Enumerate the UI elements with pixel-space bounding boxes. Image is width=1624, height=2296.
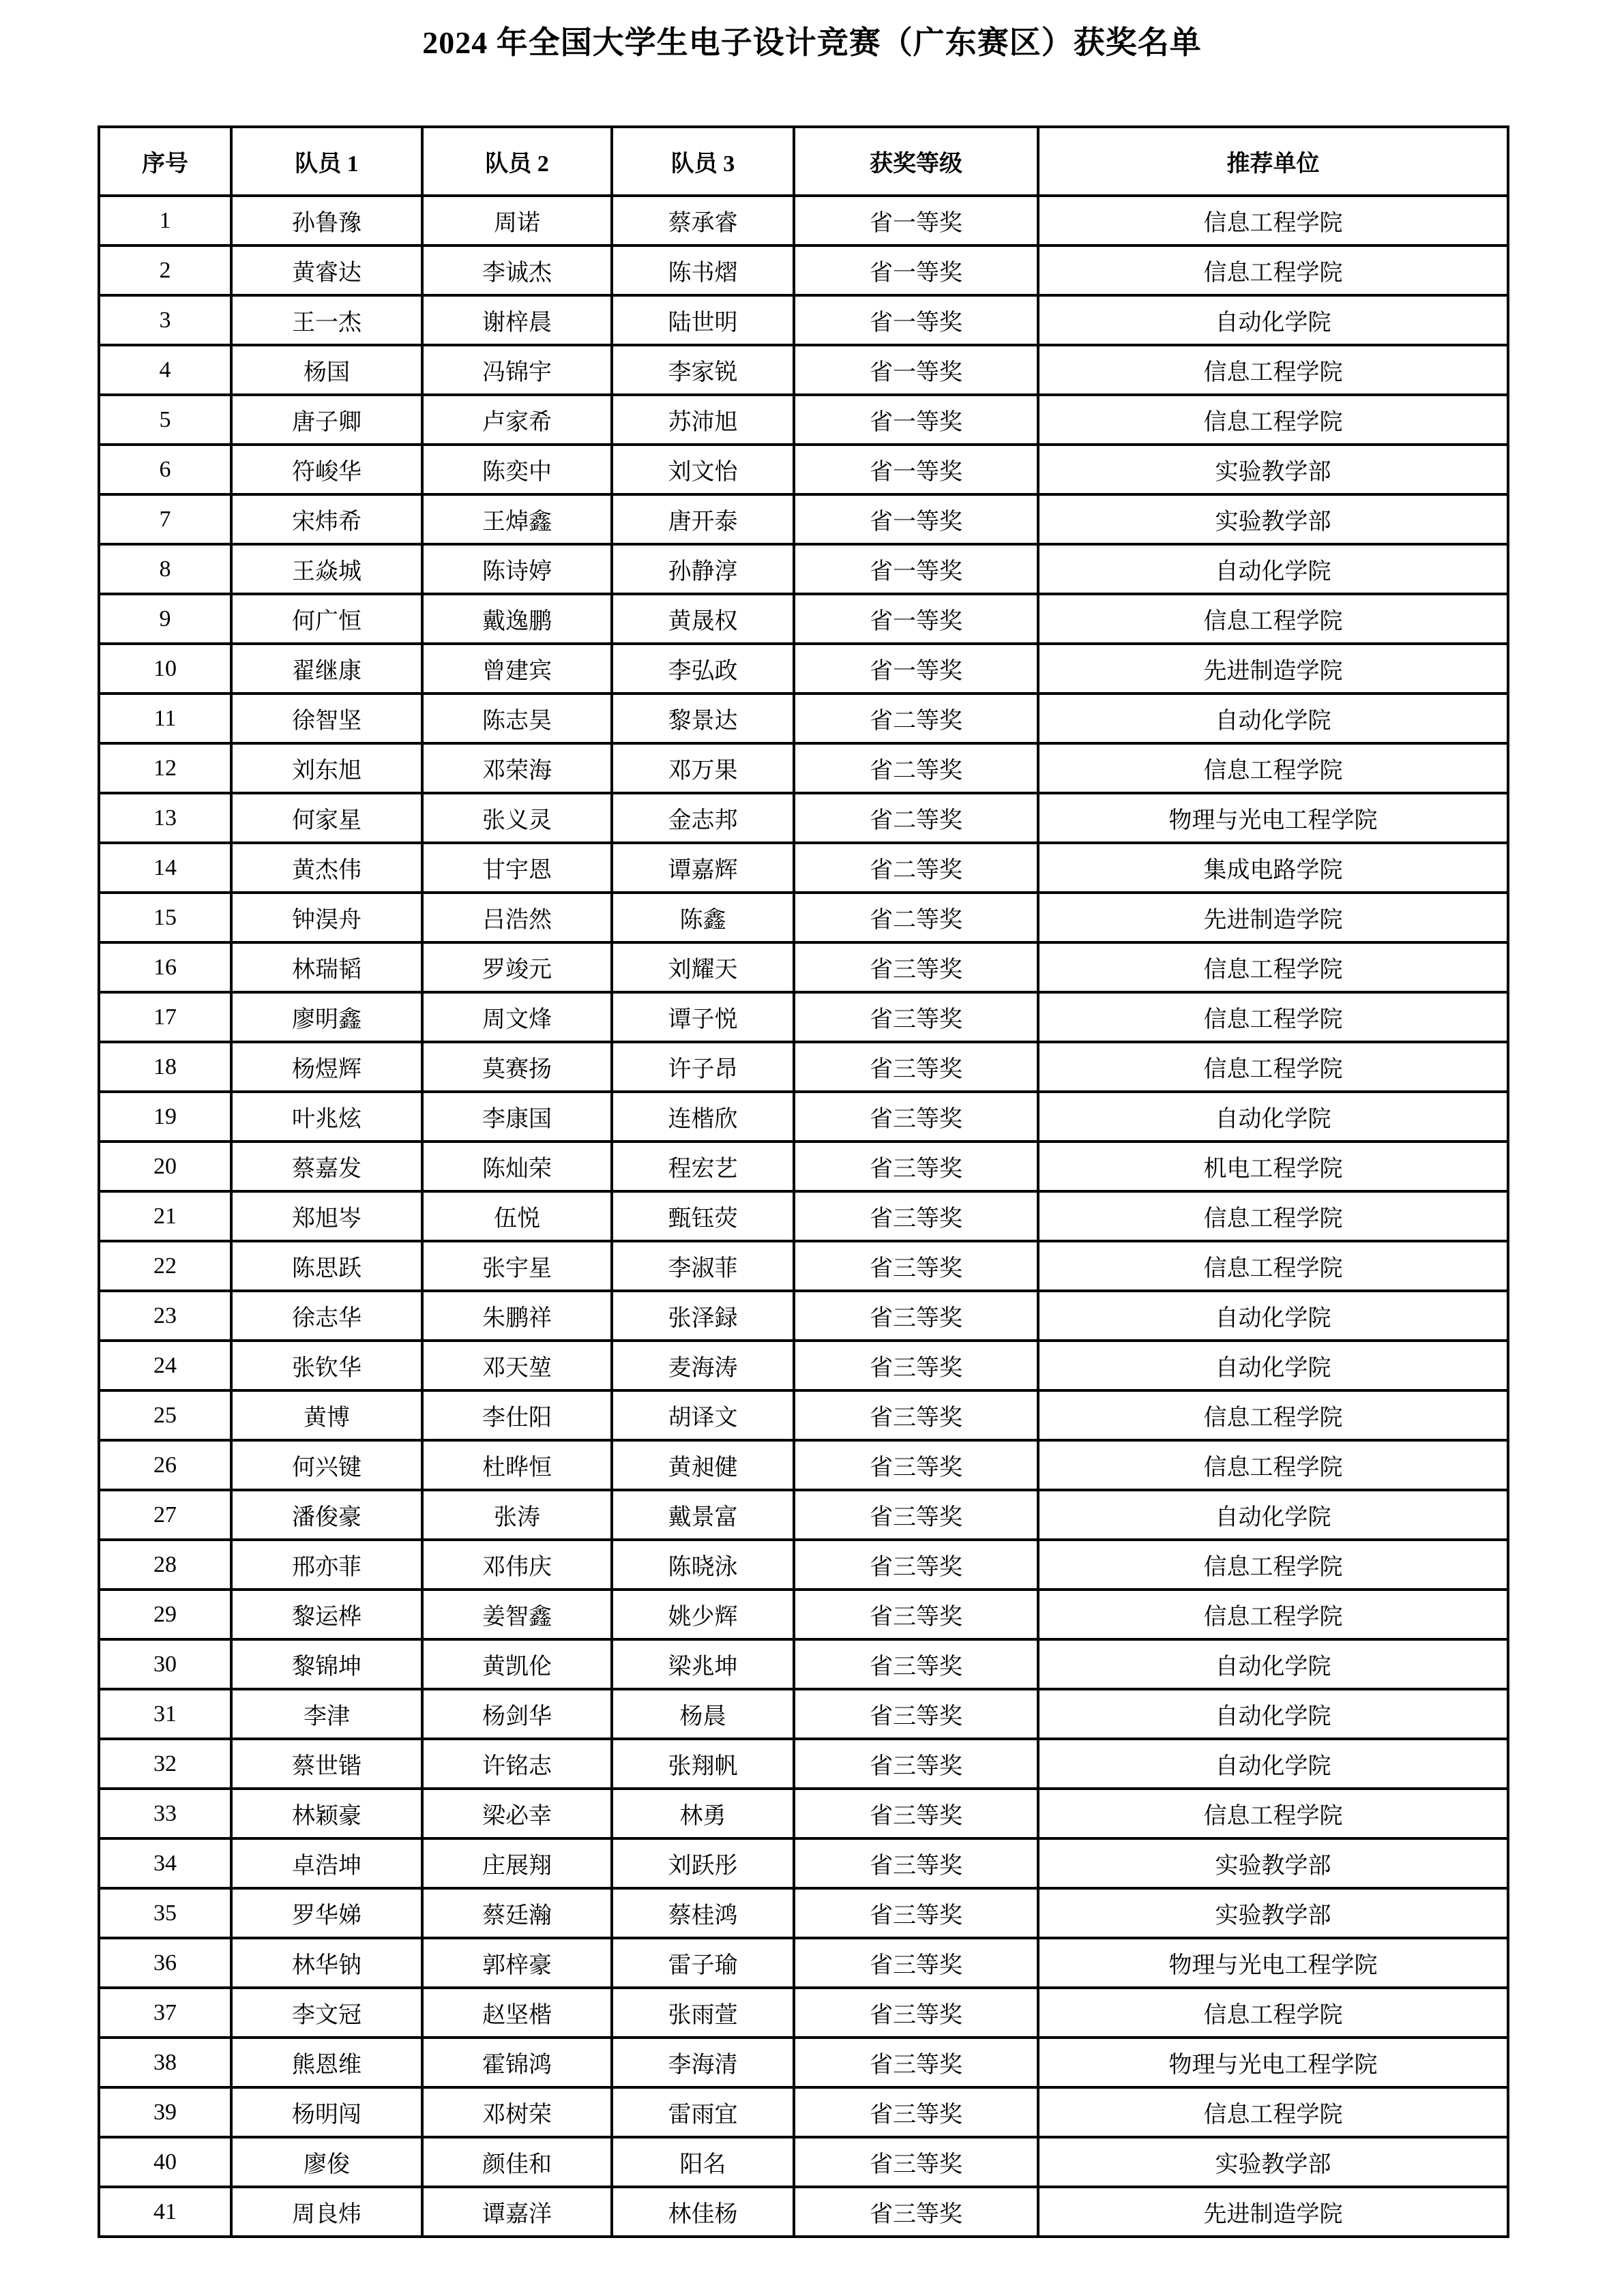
cell-member3: 杨晨 xyxy=(612,1689,794,1739)
cell-unit: 自动化学院 xyxy=(1038,295,1508,345)
cell-index: 27 xyxy=(99,1490,231,1540)
cell-member3: 刘跃彤 xyxy=(612,1838,794,1888)
table-row xyxy=(99,1291,1508,1341)
table-row xyxy=(99,2187,1508,2237)
table-row xyxy=(99,1789,1508,1838)
cell-member3: 谭子悦 xyxy=(612,992,794,1042)
cell-member1: 钟淏舟 xyxy=(231,893,422,942)
cell-index: 23 xyxy=(99,1291,231,1341)
cell-unit: 信息工程学院 xyxy=(1038,196,1508,245)
table-row xyxy=(99,395,1508,445)
cell-index: 4 xyxy=(99,345,231,395)
cell-unit: 实验教学部 xyxy=(1038,1838,1508,1888)
cell-index: 11 xyxy=(99,694,231,743)
table-row xyxy=(99,992,1508,1042)
cell-member1: 邢亦菲 xyxy=(231,1540,422,1590)
cell-member2: 罗竣元 xyxy=(422,942,612,992)
cell-member1: 熊恩维 xyxy=(231,2038,422,2087)
cell-member1: 潘俊豪 xyxy=(231,1490,422,1540)
cell-unit: 信息工程学院 xyxy=(1038,395,1508,445)
cell-member2: 伍悦 xyxy=(422,1191,612,1241)
cell-member2: 霍锦鸿 xyxy=(422,2038,612,2087)
cell-member3: 雷子瑜 xyxy=(612,1938,794,1988)
cell-member1: 杨明闯 xyxy=(231,2087,422,2137)
cell-member1: 杨煜辉 xyxy=(231,1042,422,1092)
cell-index: 8 xyxy=(99,544,231,594)
cell-member1: 李文冠 xyxy=(231,1988,422,2038)
cell-member2: 邓荣海 xyxy=(422,743,612,793)
cell-index: 41 xyxy=(99,2187,231,2237)
cell-unit: 集成电路学院 xyxy=(1038,843,1508,893)
cell-unit: 信息工程学院 xyxy=(1038,345,1508,395)
cell-index: 31 xyxy=(99,1689,231,1739)
cell-member1: 黎锦坤 xyxy=(231,1639,422,1689)
table-row xyxy=(99,1888,1508,1938)
cell-unit: 自动化学院 xyxy=(1038,1639,1508,1689)
cell-member2: 郭梓豪 xyxy=(422,1938,612,1988)
cell-award: 省三等奖 xyxy=(794,2087,1038,2137)
header-cell-5: 推荐单位 xyxy=(1038,127,1508,196)
cell-member3: 孙静淳 xyxy=(612,544,794,594)
table-row xyxy=(99,1142,1508,1191)
table-row xyxy=(99,1092,1508,1142)
cell-member2: 赵坚楷 xyxy=(422,1988,612,2038)
cell-index: 34 xyxy=(99,1838,231,1888)
cell-index: 32 xyxy=(99,1739,231,1789)
table-row xyxy=(99,544,1508,594)
cell-unit: 自动化学院 xyxy=(1038,1490,1508,1540)
cell-member3: 甄钰荧 xyxy=(612,1191,794,1241)
table-row xyxy=(99,295,1508,345)
cell-member1: 廖俊 xyxy=(231,2137,422,2187)
table-row xyxy=(99,1490,1508,1540)
cell-award: 省三等奖 xyxy=(794,1838,1038,1888)
cell-award: 省二等奖 xyxy=(794,893,1038,942)
cell-index: 14 xyxy=(99,843,231,893)
cell-award: 省一等奖 xyxy=(794,395,1038,445)
page-title: 2024 年全国大学生电子设计竞赛（广东赛区）获奖名单 xyxy=(422,25,1202,60)
cell-index: 33 xyxy=(99,1789,231,1838)
cell-unit: 自动化学院 xyxy=(1038,1739,1508,1789)
cell-member3: 梁兆坤 xyxy=(612,1639,794,1689)
table-row xyxy=(99,793,1508,843)
cell-award: 省三等奖 xyxy=(794,1590,1038,1639)
cell-member2: 杜晔恒 xyxy=(422,1440,612,1490)
cell-unit: 信息工程学院 xyxy=(1038,2087,1508,2137)
cell-member1: 唐子卿 xyxy=(231,395,422,445)
table-row xyxy=(99,196,1508,245)
cell-award: 省三等奖 xyxy=(794,1092,1038,1142)
cell-unit: 信息工程学院 xyxy=(1038,1440,1508,1490)
cell-award: 省三等奖 xyxy=(794,2187,1038,2237)
cell-index: 26 xyxy=(99,1440,231,1490)
cell-member1: 郑旭岑 xyxy=(231,1191,422,1241)
cell-member3: 张翔帆 xyxy=(612,1739,794,1789)
cell-index: 36 xyxy=(99,1938,231,1988)
cell-index: 17 xyxy=(99,992,231,1042)
cell-member2: 谢梓晨 xyxy=(422,295,612,345)
cell-award: 省三等奖 xyxy=(794,1440,1038,1490)
cell-member1: 宋炜希 xyxy=(231,494,422,544)
cell-member3: 唐开泰 xyxy=(612,494,794,544)
cell-unit: 自动化学院 xyxy=(1038,694,1508,743)
table-row xyxy=(99,494,1508,544)
cell-member1: 黄睿达 xyxy=(231,245,422,295)
cell-unit: 自动化学院 xyxy=(1038,1291,1508,1341)
cell-member2: 邓树荣 xyxy=(422,2087,612,2137)
cell-member3: 陈鑫 xyxy=(612,893,794,942)
cell-index: 16 xyxy=(99,942,231,992)
cell-member1: 翟继康 xyxy=(231,644,422,694)
cell-unit: 物理与光电工程学院 xyxy=(1038,1938,1508,1988)
cell-index: 29 xyxy=(99,1590,231,1639)
cell-index: 38 xyxy=(99,2038,231,2087)
cell-member3: 连楷欣 xyxy=(612,1092,794,1142)
cell-unit: 信息工程学院 xyxy=(1038,1042,1508,1092)
header-cell-4: 获奖等级 xyxy=(794,127,1038,196)
cell-index: 6 xyxy=(99,445,231,494)
cell-unit: 信息工程学院 xyxy=(1038,992,1508,1042)
cell-member2: 莫赛扬 xyxy=(422,1042,612,1092)
cell-member2: 张义灵 xyxy=(422,793,612,843)
cell-award: 省三等奖 xyxy=(794,992,1038,1042)
cell-member2: 黄凯伦 xyxy=(422,1639,612,1689)
cell-member1: 蔡嘉发 xyxy=(231,1142,422,1191)
cell-member3: 黄昶健 xyxy=(612,1440,794,1490)
cell-award: 省三等奖 xyxy=(794,1191,1038,1241)
cell-award: 省二等奖 xyxy=(794,743,1038,793)
cell-member1: 黎运桦 xyxy=(231,1590,422,1639)
cell-member3: 张雨萱 xyxy=(612,1988,794,2038)
cell-unit: 机电工程学院 xyxy=(1038,1142,1508,1191)
cell-member2: 朱鹏祥 xyxy=(422,1291,612,1341)
table-row xyxy=(99,345,1508,395)
cell-member1: 王一杰 xyxy=(231,295,422,345)
cell-member1: 罗华娣 xyxy=(231,1888,422,1938)
cell-unit: 信息工程学院 xyxy=(1038,1191,1508,1241)
cell-member3: 林佳杨 xyxy=(612,2187,794,2237)
cell-award: 省三等奖 xyxy=(794,1938,1038,1988)
cell-award: 省三等奖 xyxy=(794,1689,1038,1739)
cell-member2: 陈诗婷 xyxy=(422,544,612,594)
cell-member2: 姜智鑫 xyxy=(422,1590,612,1639)
cell-member3: 刘耀天 xyxy=(612,942,794,992)
cell-member1: 林瑞韬 xyxy=(231,942,422,992)
cell-award: 省三等奖 xyxy=(794,1042,1038,1092)
table-row xyxy=(99,1639,1508,1689)
cell-member2: 颜佳和 xyxy=(422,2137,612,2187)
cell-index: 30 xyxy=(99,1639,231,1689)
table-row xyxy=(99,2038,1508,2087)
cell-member2: 邓伟庆 xyxy=(422,1540,612,1590)
cell-member1: 王焱城 xyxy=(231,544,422,594)
cell-index: 9 xyxy=(99,594,231,644)
cell-award: 省二等奖 xyxy=(794,793,1038,843)
cell-award: 省一等奖 xyxy=(794,445,1038,494)
cell-index: 3 xyxy=(99,295,231,345)
cell-index: 28 xyxy=(99,1540,231,1590)
cell-award: 省一等奖 xyxy=(794,594,1038,644)
cell-unit: 物理与光电工程学院 xyxy=(1038,793,1508,843)
table-row xyxy=(99,1938,1508,1988)
cell-unit: 信息工程学院 xyxy=(1038,594,1508,644)
cell-member1: 刘东旭 xyxy=(231,743,422,793)
cell-member3: 麦海涛 xyxy=(612,1341,794,1390)
cell-member3: 陆世明 xyxy=(612,295,794,345)
header-cell-0: 序号 xyxy=(99,127,231,196)
table-row xyxy=(99,1739,1508,1789)
cell-unit: 实验教学部 xyxy=(1038,2137,1508,2187)
cell-member1: 何兴键 xyxy=(231,1440,422,1490)
cell-member3: 黎景达 xyxy=(612,694,794,743)
cell-member3: 金志邦 xyxy=(612,793,794,843)
cell-member2: 吕浩然 xyxy=(422,893,612,942)
cell-index: 10 xyxy=(99,644,231,694)
cell-member2: 卢家希 xyxy=(422,395,612,445)
cell-member1: 何广恒 xyxy=(231,594,422,644)
header-cell-3: 队员 3 xyxy=(612,127,794,196)
cell-member1: 蔡世锴 xyxy=(231,1739,422,1789)
cell-index: 18 xyxy=(99,1042,231,1092)
table-row xyxy=(99,1341,1508,1390)
table-row xyxy=(99,1540,1508,1590)
cell-member3: 姚少辉 xyxy=(612,1590,794,1639)
cell-unit: 自动化学院 xyxy=(1038,1092,1508,1142)
cell-award: 省一等奖 xyxy=(794,245,1038,295)
table-header-row xyxy=(99,127,1508,196)
cell-award: 省一等奖 xyxy=(794,196,1038,245)
cell-member1: 何家星 xyxy=(231,793,422,843)
cell-award: 省三等奖 xyxy=(794,942,1038,992)
table-row xyxy=(99,1191,1508,1241)
cell-member3: 李淑菲 xyxy=(612,1241,794,1291)
cell-award: 省三等奖 xyxy=(794,1789,1038,1838)
cell-award: 省三等奖 xyxy=(794,1241,1038,1291)
cell-member2: 戴逸鹏 xyxy=(422,594,612,644)
cell-member2: 周诺 xyxy=(422,196,612,245)
cell-member2: 陈灿荣 xyxy=(422,1142,612,1191)
table-row xyxy=(99,893,1508,942)
cell-award: 省三等奖 xyxy=(794,1341,1038,1390)
cell-member2: 庄展翔 xyxy=(422,1838,612,1888)
cell-unit: 信息工程学院 xyxy=(1038,245,1508,295)
cell-index: 5 xyxy=(99,395,231,445)
cell-member2: 王焯鑫 xyxy=(422,494,612,544)
cell-member2: 李诚杰 xyxy=(422,245,612,295)
table-row xyxy=(99,1241,1508,1291)
cell-award: 省三等奖 xyxy=(794,1490,1038,1540)
cell-member1: 徐志华 xyxy=(231,1291,422,1341)
cell-member2: 张涛 xyxy=(422,1490,612,1540)
cell-award: 省三等奖 xyxy=(794,1291,1038,1341)
cell-award: 省三等奖 xyxy=(794,1390,1038,1440)
cell-member3: 李海清 xyxy=(612,2038,794,2087)
cell-member1: 周良炜 xyxy=(231,2187,422,2237)
cell-award: 省三等奖 xyxy=(794,1639,1038,1689)
table-row xyxy=(99,743,1508,793)
cell-member3: 陈晓泳 xyxy=(612,1540,794,1590)
cell-award: 省三等奖 xyxy=(794,1540,1038,1590)
cell-member2: 曾建宾 xyxy=(422,644,612,694)
cell-index: 2 xyxy=(99,245,231,295)
cell-member2: 李仕阳 xyxy=(422,1390,612,1440)
cell-member2: 梁必幸 xyxy=(422,1789,612,1838)
cell-unit: 自动化学院 xyxy=(1038,1689,1508,1739)
cell-unit: 信息工程学院 xyxy=(1038,1390,1508,1440)
cell-member1: 廖明鑫 xyxy=(231,992,422,1042)
cell-award: 省一等奖 xyxy=(794,295,1038,345)
cell-member3: 林勇 xyxy=(612,1789,794,1838)
cell-award: 省三等奖 xyxy=(794,1988,1038,2038)
cell-unit: 自动化学院 xyxy=(1038,1341,1508,1390)
cell-member3: 李家锐 xyxy=(612,345,794,395)
cell-member2: 李康国 xyxy=(422,1092,612,1142)
table-row xyxy=(99,2137,1508,2187)
cell-member2: 甘宇恩 xyxy=(422,843,612,893)
cell-member1: 张钦华 xyxy=(231,1341,422,1390)
table-row xyxy=(99,445,1508,494)
cell-member3: 邓万果 xyxy=(612,743,794,793)
cell-award: 省三等奖 xyxy=(794,1142,1038,1191)
cell-award: 省一等奖 xyxy=(794,544,1038,594)
cell-unit: 先进制造学院 xyxy=(1038,893,1508,942)
cell-index: 7 xyxy=(99,494,231,544)
cell-index: 19 xyxy=(99,1092,231,1142)
cell-member2: 谭嘉洋 xyxy=(422,2187,612,2237)
cell-award: 省三等奖 xyxy=(794,1739,1038,1789)
cell-member3: 程宏艺 xyxy=(612,1142,794,1191)
cell-member1: 卓浩坤 xyxy=(231,1838,422,1888)
cell-member3: 蔡承睿 xyxy=(612,196,794,245)
cell-member1: 李津 xyxy=(231,1689,422,1739)
table-row xyxy=(99,1689,1508,1739)
cell-unit: 信息工程学院 xyxy=(1038,1789,1508,1838)
cell-member2: 陈志昊 xyxy=(422,694,612,743)
cell-index: 1 xyxy=(99,196,231,245)
cell-member3: 蔡桂鸿 xyxy=(612,1888,794,1938)
cell-unit: 信息工程学院 xyxy=(1038,1241,1508,1291)
cell-index: 21 xyxy=(99,1191,231,1241)
cell-unit: 信息工程学院 xyxy=(1038,942,1508,992)
cell-index: 12 xyxy=(99,743,231,793)
cell-member2: 许铭志 xyxy=(422,1739,612,1789)
cell-unit: 自动化学院 xyxy=(1038,544,1508,594)
cell-member1: 黄博 xyxy=(231,1390,422,1440)
cell-member3: 李弘政 xyxy=(612,644,794,694)
table-row xyxy=(99,1440,1508,1490)
cell-award: 省三等奖 xyxy=(794,2038,1038,2087)
cell-unit: 实验教学部 xyxy=(1038,494,1508,544)
cell-member1: 林颖豪 xyxy=(231,1789,422,1838)
cell-member2: 蔡廷瀚 xyxy=(422,1888,612,1938)
header-cell-1: 队员 1 xyxy=(231,127,422,196)
table-row xyxy=(99,2087,1508,2137)
table-row xyxy=(99,1590,1508,1639)
cell-member3: 阳名 xyxy=(612,2137,794,2187)
cell-unit: 先进制造学院 xyxy=(1038,2187,1508,2237)
cell-member3: 许子昂 xyxy=(612,1042,794,1092)
table-row xyxy=(99,942,1508,992)
cell-member1: 陈思跃 xyxy=(231,1241,422,1291)
cell-unit: 实验教学部 xyxy=(1038,445,1508,494)
cell-index: 35 xyxy=(99,1888,231,1938)
cell-index: 37 xyxy=(99,1988,231,2038)
cell-member3: 谭嘉辉 xyxy=(612,843,794,893)
cell-award: 省三等奖 xyxy=(794,1888,1038,1938)
cell-member1: 黄杰伟 xyxy=(231,843,422,893)
table-row xyxy=(99,1042,1508,1092)
cell-member3: 黄晟权 xyxy=(612,594,794,644)
cell-unit: 信息工程学院 xyxy=(1038,1988,1508,2038)
cell-member3: 戴景富 xyxy=(612,1490,794,1540)
table-row xyxy=(99,644,1508,694)
cell-award: 省一等奖 xyxy=(794,644,1038,694)
cell-member3: 陈书熠 xyxy=(612,245,794,295)
cell-unit: 信息工程学院 xyxy=(1038,1540,1508,1590)
cell-index: 39 xyxy=(99,2087,231,2137)
cell-unit: 先进制造学院 xyxy=(1038,644,1508,694)
cell-index: 40 xyxy=(99,2137,231,2187)
cell-award: 省一等奖 xyxy=(794,494,1038,544)
cell-unit: 信息工程学院 xyxy=(1038,743,1508,793)
cell-index: 13 xyxy=(99,793,231,843)
cell-member3: 张泽録 xyxy=(612,1291,794,1341)
cell-index: 24 xyxy=(99,1341,231,1390)
cell-award: 省二等奖 xyxy=(794,843,1038,893)
cell-member3: 雷雨宜 xyxy=(612,2087,794,2137)
table-row xyxy=(99,1988,1508,2038)
awards-table xyxy=(98,125,1509,2238)
table-row xyxy=(99,843,1508,893)
cell-unit: 物理与光电工程学院 xyxy=(1038,2038,1508,2087)
cell-index: 20 xyxy=(99,1142,231,1191)
table-row xyxy=(99,594,1508,644)
cell-member1: 杨国 xyxy=(231,345,422,395)
cell-award: 省三等奖 xyxy=(794,2137,1038,2187)
cell-member3: 刘文怡 xyxy=(612,445,794,494)
cell-member2: 陈奕中 xyxy=(422,445,612,494)
cell-member2: 冯锦宇 xyxy=(422,345,612,395)
cell-award: 省二等奖 xyxy=(794,694,1038,743)
cell-member2: 周文烽 xyxy=(422,992,612,1042)
cell-member3: 苏沛旭 xyxy=(612,395,794,445)
cell-member1: 徐智坚 xyxy=(231,694,422,743)
header-cell-2: 队员 2 xyxy=(422,127,612,196)
cell-member2: 邓天堃 xyxy=(422,1341,612,1390)
cell-index: 25 xyxy=(99,1390,231,1440)
cell-member1: 林华钠 xyxy=(231,1938,422,1988)
table-row xyxy=(99,1838,1508,1888)
cell-member3: 胡译文 xyxy=(612,1390,794,1440)
cell-member1: 叶兆炫 xyxy=(231,1092,422,1142)
cell-member1: 符峻华 xyxy=(231,445,422,494)
cell-member1: 孙鲁豫 xyxy=(231,196,422,245)
cell-index: 22 xyxy=(99,1241,231,1291)
table-row xyxy=(99,1390,1508,1440)
table-row xyxy=(99,245,1508,295)
table-row xyxy=(99,694,1508,743)
cell-member2: 杨剑华 xyxy=(422,1689,612,1739)
cell-unit: 实验教学部 xyxy=(1038,1888,1508,1938)
cell-award: 省一等奖 xyxy=(794,345,1038,395)
cell-index: 15 xyxy=(99,893,231,942)
cell-unit: 信息工程学院 xyxy=(1038,1590,1508,1639)
cell-member2: 张宇星 xyxy=(422,1241,612,1291)
